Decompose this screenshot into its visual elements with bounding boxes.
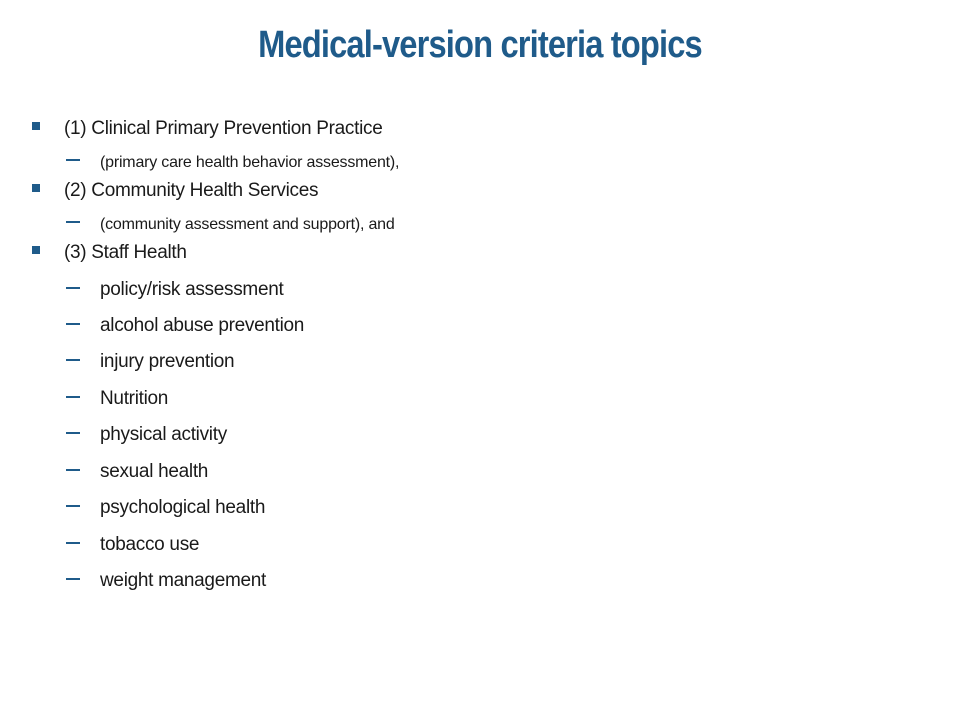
list-item-clinical-primary-prevention [32, 118, 383, 140]
list-subitem-label: psychological health [100, 497, 266, 518]
list-subitem-label: tobacco use [100, 534, 200, 555]
list-subitem-weight-management [66, 570, 266, 592]
dash-icon [66, 432, 80, 434]
dash-icon [66, 359, 80, 361]
list-item-community-health-services [32, 180, 318, 202]
dash-icon [66, 221, 80, 223]
list-subitem-label: sexual health [100, 461, 209, 482]
dash-icon [66, 578, 80, 580]
slide-title: Medical-version criteria topics [258, 24, 702, 66]
square-bullet-icon [32, 122, 40, 130]
list-subitem-label: Nutrition [100, 388, 169, 409]
list-subitem-label: alcohol abuse prevention [100, 315, 305, 336]
list-subitem-alcohol-abuse [66, 315, 304, 337]
list-subitem-physical-activity [66, 424, 227, 446]
dash-icon [66, 542, 80, 544]
square-bullet-icon [32, 184, 40, 192]
list-subitem-psychological-health [66, 497, 265, 519]
list-subitem-nutrition [66, 388, 168, 410]
list-item-label: (1) Clinical Primary Prevention Practice [64, 118, 383, 139]
list-subitem-label: policy/risk assessment [100, 279, 284, 300]
list-subitem-tobacco-use [66, 534, 199, 556]
list-item-label: (3) Staff Health [64, 242, 187, 263]
dash-icon [66, 505, 80, 507]
list-item-label: (2) Community Health Services [64, 180, 319, 201]
list-subitem-sexual-health [66, 461, 208, 483]
list-subitem-injury-prevention [66, 351, 234, 373]
list-item-staff-health [32, 242, 187, 264]
dash-icon [66, 287, 80, 289]
square-bullet-icon [32, 246, 40, 254]
list-subitem-label: (primary care health behavior assessment), [100, 154, 400, 171]
list-subitem-label: physical activity [100, 424, 227, 445]
dash-icon [66, 396, 80, 398]
list-subitem-community-assessment [66, 216, 395, 234]
list-subitem-label: (community assessment and support), and [100, 216, 395, 233]
list-subitem-policy-risk [66, 279, 283, 301]
dash-icon [66, 323, 80, 325]
dash-icon [66, 159, 80, 161]
list-subitem-primary-care-assessment [66, 154, 399, 172]
dash-icon [66, 469, 80, 471]
list-subitem-label: injury prevention [100, 351, 235, 372]
list-subitem-label: weight management [100, 570, 267, 591]
